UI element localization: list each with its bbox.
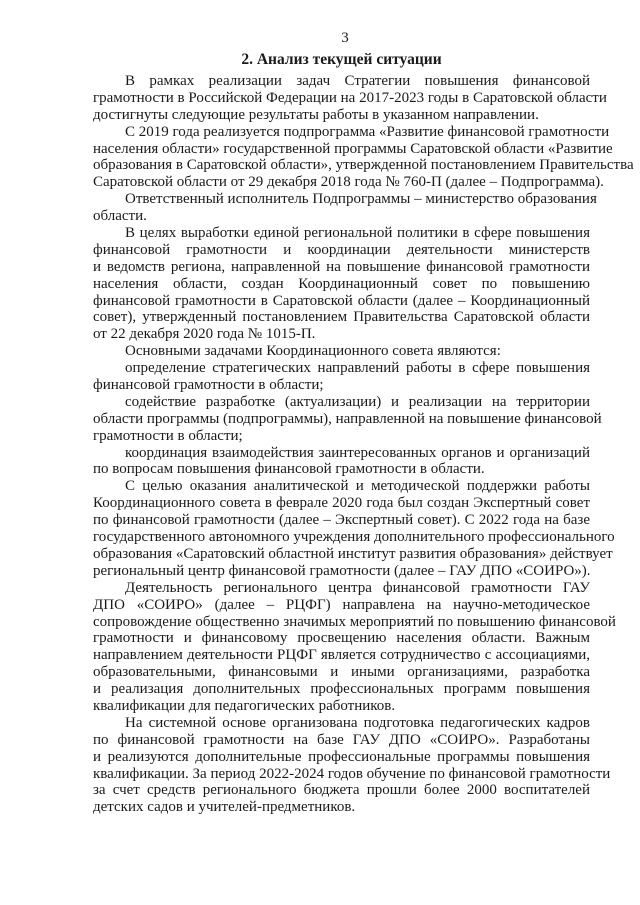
text-line: грамотности в Российской Федерации на 2017-2023 годы в Саратовской области xyxy=(93,89,607,106)
text-line: совет), утвержденный постановлением Правительства Саратовской области xyxy=(93,309,590,326)
paragraph xyxy=(93,393,602,445)
text-line: квалификации. За период 2022-2024 годов обучение по финансовой грамотности xyxy=(93,765,611,782)
text-line: региональный центр финансовой грамотности (далее – ГАУ ДПО «СОИРО»). xyxy=(93,562,591,579)
text-line: содействие разработке (актуализации) и реализации на территории xyxy=(125,393,590,410)
text-line: по финансовой грамотности на базе ГАУ ДПО «СОИРО». Разработаны xyxy=(93,731,590,748)
text-line: финансовой грамотности в области; xyxy=(93,377,324,394)
text-line: Деятельность регионального центра финансовой грамотности ГАУ xyxy=(125,579,590,596)
text-line: В рамках реализации задач Стратегии повышения финансовой xyxy=(125,73,590,89)
text-line: В целях выработки единой региональной политики в сфере повышения xyxy=(125,225,590,242)
text-line: детских садов и учителей-предметников. xyxy=(93,799,356,816)
text-line: Координационного совета в феврале 2020 года был создан Экспертный совет xyxy=(93,495,590,512)
text-line: за счет средств регионального бюджета прошли более 2000 воспитателей xyxy=(93,782,590,799)
paragraph xyxy=(93,478,615,579)
text-line: области программы (подпрограммы), направленной на повышение финансовой xyxy=(93,410,602,427)
text-line: грамотности и финансовому просвещению населения области. Важным xyxy=(93,630,590,647)
page-number: 3 xyxy=(341,30,349,46)
text-line: государственного автономного учреждения дополнительного профессионального xyxy=(93,529,615,546)
paragraph xyxy=(93,225,590,343)
text-line: направлением деятельности РЦФГ является сотрудничество с ассоциациями, xyxy=(93,647,590,664)
paragraph xyxy=(93,714,611,816)
paragraph xyxy=(93,123,634,192)
paragraph xyxy=(93,191,597,225)
text-line: Саратовской области от 29 декабря 2018 года № 760-П (далее – Подпрограмма). xyxy=(93,174,604,191)
text-line: достигнуты следующие результаты работы в указанном направлении. xyxy=(93,106,539,123)
text-line: финансовой грамотности в Саратовской области (далее – Координационный xyxy=(93,292,590,309)
paragraph xyxy=(93,343,590,360)
text-line: от 22 декабря 2020 года № 1015-П. xyxy=(93,326,316,343)
paragraph xyxy=(93,579,616,715)
text-line: грамотности в области; xyxy=(93,427,243,444)
paragraph xyxy=(93,445,590,479)
text-line: по финансовой грамотности (далее – Экспертный совет). С 2022 года на базе xyxy=(93,512,590,529)
text-line: финансовой грамотности и координации деятельности министерств xyxy=(93,241,590,258)
text-line: по вопросам повышения финансовой грамотности в области. xyxy=(93,461,485,478)
text-line: области. xyxy=(93,208,147,225)
text-line: Ответственный исполнитель Подпрограммы – министерство образования xyxy=(125,191,597,208)
text-line: определение стратегических направлений работы в сфере повышения xyxy=(125,360,590,377)
text-line: С целью оказания аналитической и методической поддержки работы xyxy=(125,478,590,495)
text-line: квалификации для педагогических работников. xyxy=(93,697,396,714)
text-line: и ведомств региона, направленной на повышение финансовой грамотности xyxy=(93,258,590,275)
text-line: населения области» государственной программы Саратовской области «Развитие xyxy=(93,140,613,157)
text-line: Основными задачами Координационного совета являются: xyxy=(125,343,501,360)
document-body xyxy=(93,73,634,816)
text-line: и реализуются дополнительные профессиональные программы повышения xyxy=(93,748,590,765)
text-line: образовательными, финансовыми и иными организациями, разработка xyxy=(93,664,590,681)
text-line: образования в Саратовской области», утвержденной постановлением Правительства xyxy=(93,157,634,174)
text-line: координация взаимодействия заинтересованных органов и организаций xyxy=(125,444,590,461)
section-heading: 2. Анализ текущей ситуации xyxy=(241,51,442,68)
text-line: ДПО «СОИРО» (далее – РЦФГ) направлена на научно-методическое xyxy=(93,596,590,613)
text-line: сопровождение общественно значимых мероприятий по повышению финансовой xyxy=(93,613,616,630)
text-line: населения области, создан Координационный совет по повышению xyxy=(93,275,590,292)
text-line: образования «Саратовский областной институт развития образования» действует xyxy=(93,545,613,562)
paragraph xyxy=(93,73,607,124)
text-line: и реализация дополнительных профессиональных программ повышения xyxy=(93,681,590,698)
paragraph xyxy=(93,360,590,394)
text-line: С 2019 года реализуется подпрограмма «Развитие финансовой грамотности xyxy=(125,123,610,140)
text-line: На системной основе организована подготовка педагогических кадров xyxy=(125,714,590,731)
